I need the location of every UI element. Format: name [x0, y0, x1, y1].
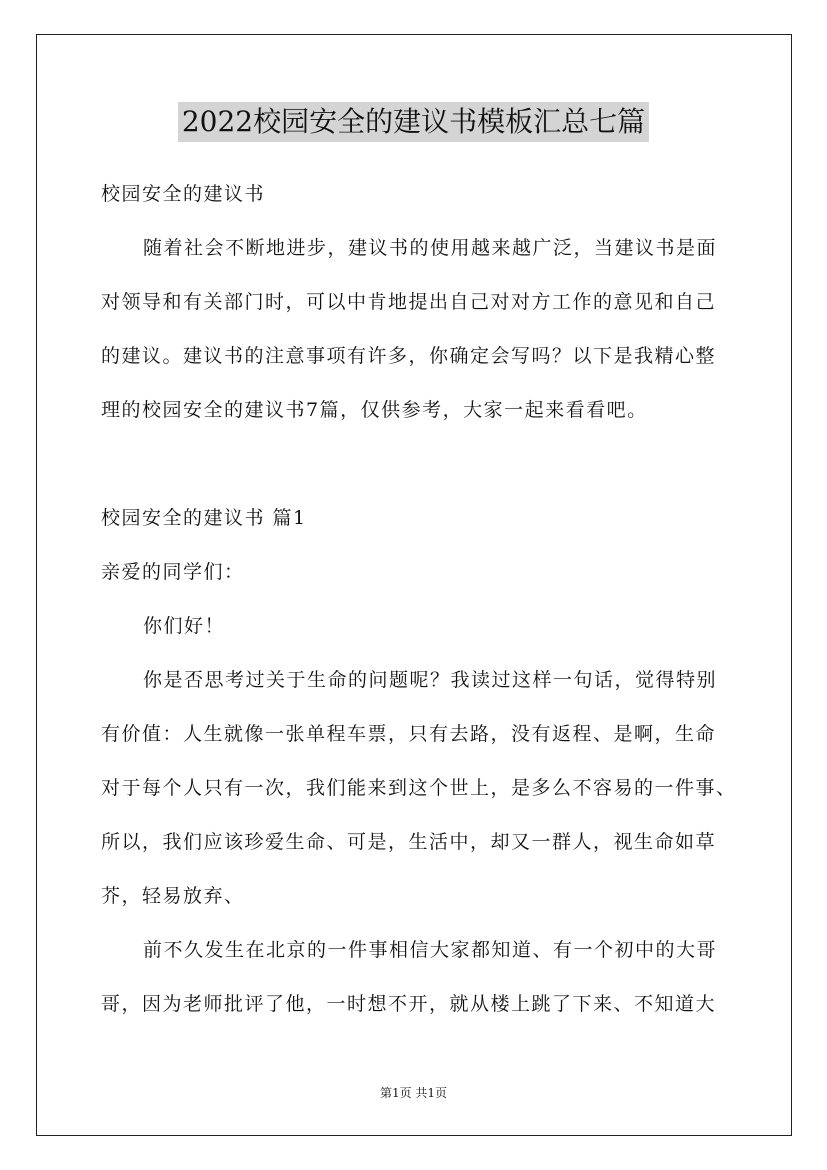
title-container [0, 102, 827, 142]
paragraph-line: 有价值：人生就像一张单程车票，只有去路，没有返程、是啊，生命 [101, 723, 717, 745]
salutation: 亲爱的同学们： [101, 561, 245, 583]
paragraph-line: 的建议。建议书的注意事项有许多，你确定会写吗？以下是我精心整 [101, 345, 717, 367]
paragraph-line: 对领导和有关部门时，可以中肯地提出自己对对方工作的意见和自己 [101, 291, 717, 313]
paragraph-line: 你是否思考过关于生命的问题呢？我读过这样一句话，觉得特别 [143, 669, 718, 691]
paragraph-line: 理的校园安全的建议书7篇，仅供参考，大家一起来看看吧。 [101, 399, 648, 421]
greeting: 你们好！ [143, 615, 226, 637]
page-footer: 第1页 共1页 [379, 1086, 448, 1100]
paragraph-line: 哥，因为老师批评了他，一时想不开，就从楼上跳了下来、不知道大 [101, 993, 717, 1015]
paragraph-line: 前不久发生在北京的一件事相信大家都知道、有一个初中的大哥 [143, 939, 718, 961]
paragraph-line: 芥，轻易放弃、 [101, 885, 245, 907]
section-heading: 校园安全的建议书 [101, 183, 266, 205]
document-title: 2022校园安全的建议书模板汇总七篇 [178, 102, 649, 142]
section-heading: 校园安全的建议书 篇1 [101, 507, 307, 529]
paragraph-line: 随着社会不断地进步，建议书的使用越来越广泛，当建议书是面 [143, 237, 718, 259]
paragraph-line: 对于每个人只有一次，我们能来到这个世上，是多么不容易的一件事、 [101, 777, 737, 799]
paragraph-line: 所以，我们应该珍爱生命、可是，生活中，却又一群人，视生命如草 [101, 831, 717, 853]
